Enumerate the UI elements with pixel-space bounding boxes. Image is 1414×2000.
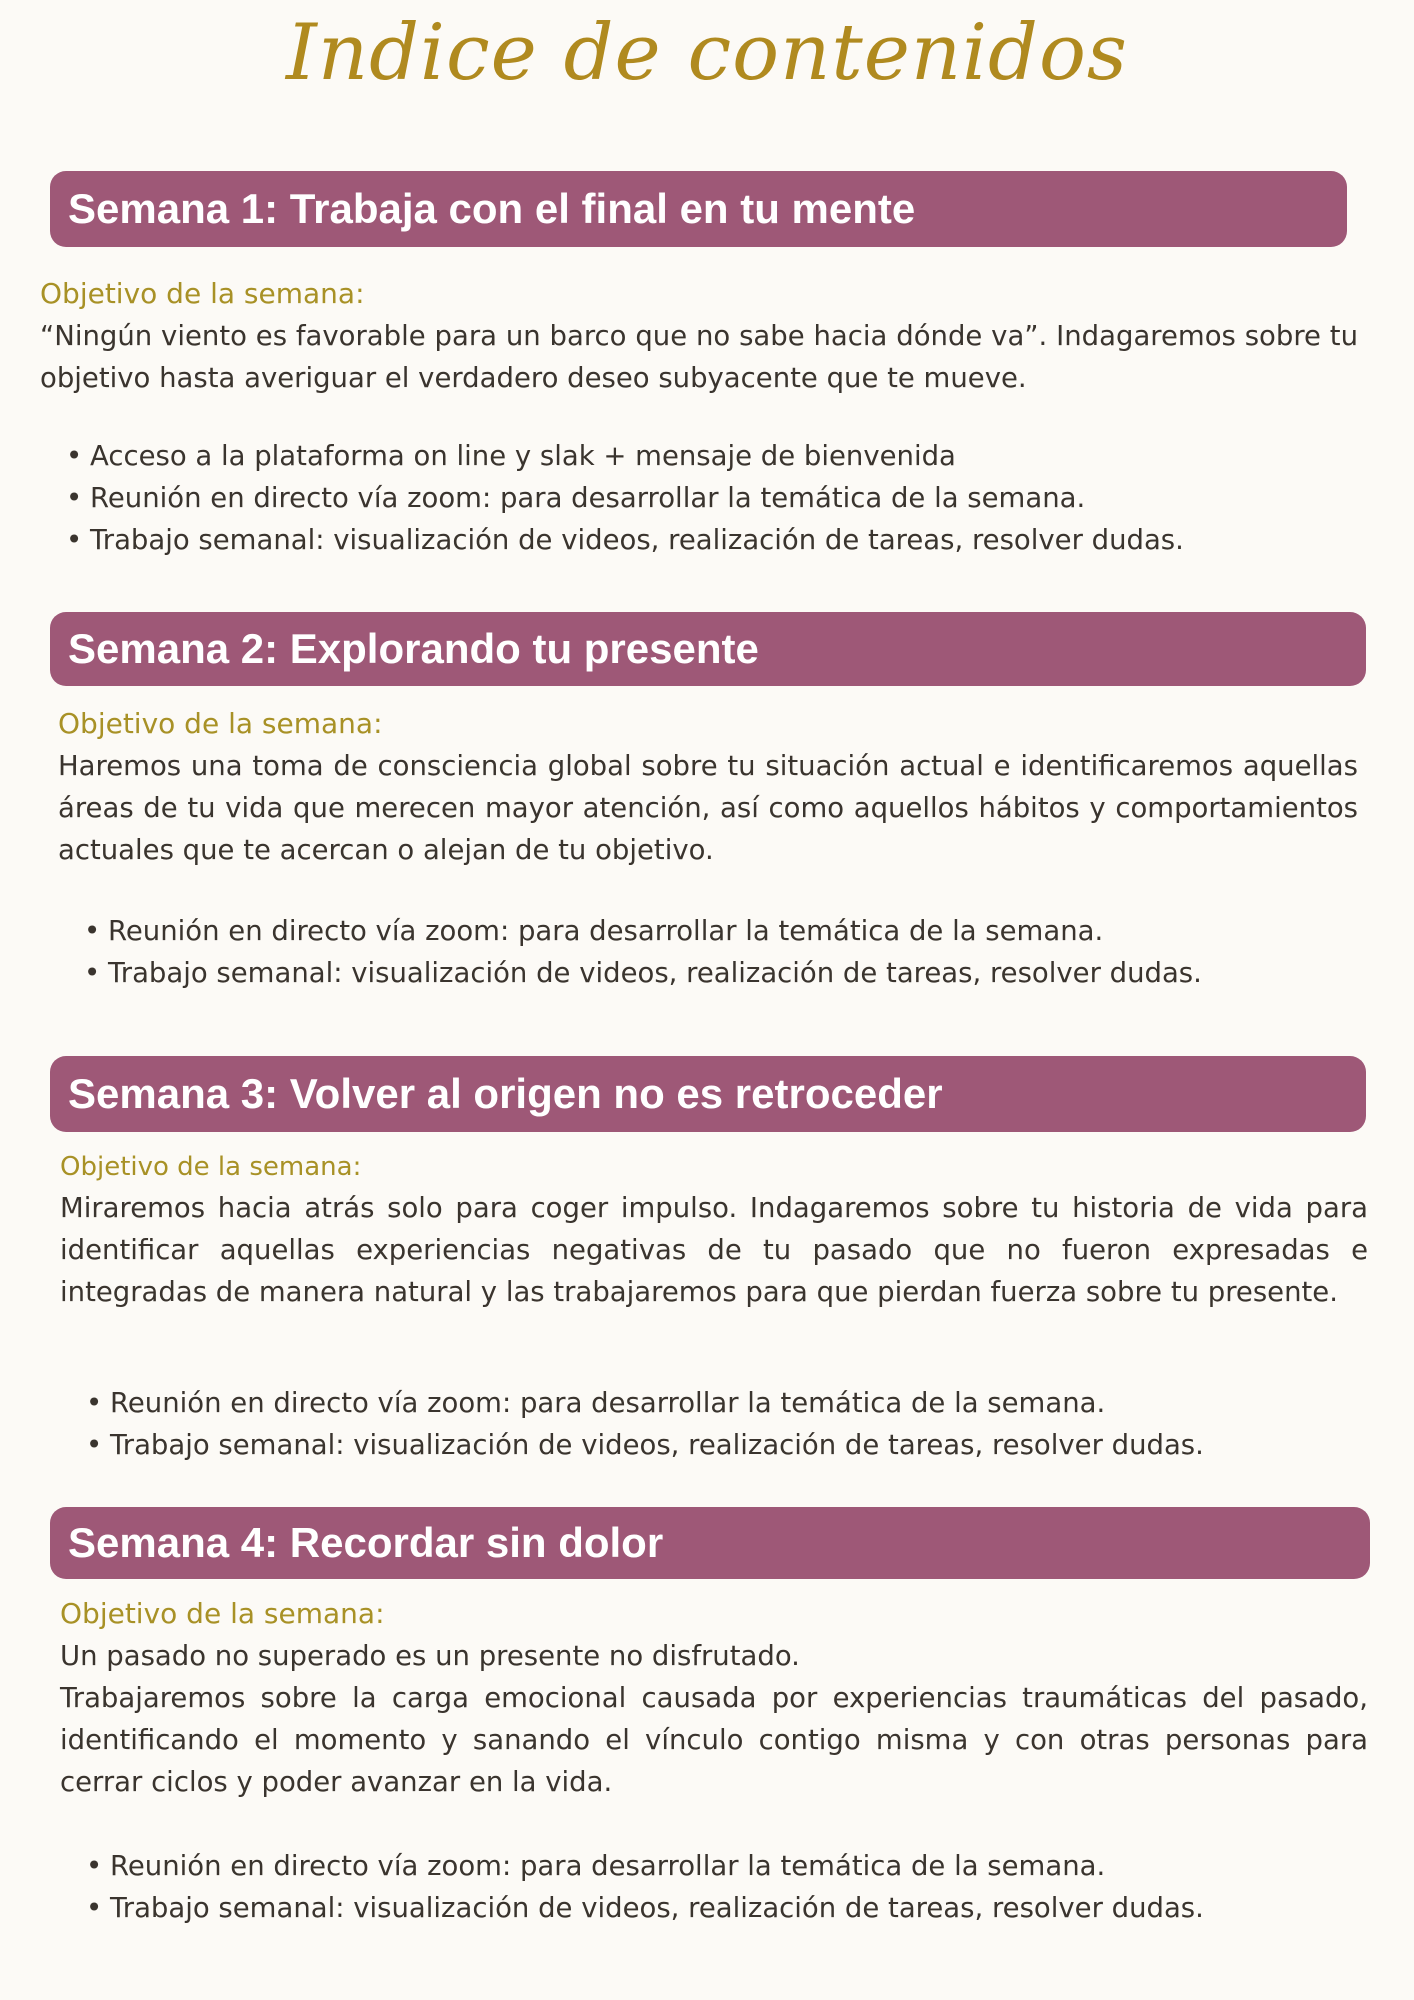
list-item: • Reunión en directo vía zoom: para desarrollar la temática de la semana. bbox=[86, 1382, 1204, 1424]
week-1-objective-text bbox=[40, 315, 1358, 399]
list-item: • Reunión en directo vía zoom: para desarrollar la temática de la semana. bbox=[66, 477, 1184, 519]
week-3-heading: Semana 3: Volver al origen no es retroceder bbox=[50, 1056, 1366, 1132]
week-4-objective-text bbox=[60, 1635, 1368, 1803]
week-3-paragraph: Miraremos hacia atrás solo para coger impulso. Indagaremos sobre tu historia de vida para identificar aquellas experiencias negativas de tu pasado que no fueron expresadas e integradas de manera natural y las trabajaremos para que pierdan fuerza sobre tu presente. bbox=[60, 1192, 1368, 1308]
week-4-heading: Semana 4: Recordar sin dolor bbox=[50, 1507, 1370, 1579]
week-1-objective-label: Objetivo de la semana: bbox=[40, 277, 365, 310]
week-4-paragraph-2: Trabajaremos sobre la carga emocional causada por experiencias traumáticas del pasado, identificando el momento y sanando el vínculo contigo misma y con otras personas para cerrar ciclos y poder avanzar en la vida. bbox=[60, 1682, 1368, 1798]
week-3-objective-label: Objetivo de la semana: bbox=[60, 1152, 362, 1182]
week-2-objective-text bbox=[58, 745, 1358, 871]
page-title: Indice de contenidos bbox=[286, 8, 1128, 98]
week-1-paragraph: “Ningún viento es favorable para un barco que no sabe hacia dónde va”. Indagaremos sobre tu objetivo hasta averiguar el verdadero deseo subyacente que te mueve. bbox=[40, 320, 1358, 394]
week-2-heading: Semana 2: Explorando tu presente bbox=[50, 612, 1366, 686]
week-3-bullet-list bbox=[86, 1382, 1204, 1466]
week-4-objective-label: Objetivo de la semana: bbox=[60, 1597, 385, 1630]
week-3-objective-text bbox=[60, 1187, 1368, 1313]
list-item: • Trabajo semanal: visualización de videos, realización de tareas, resolver dudas. bbox=[66, 519, 1184, 561]
list-item: • Trabajo semanal: visualización de videos, realización de tareas, resolver dudas. bbox=[86, 1887, 1204, 1929]
week-1-heading: Semana 1: Trabaja con el final en tu mente bbox=[50, 171, 1347, 247]
list-item: • Reunión en directo vía zoom: para desarrollar la temática de la semana. bbox=[86, 1845, 1204, 1887]
week-4-bullet-list bbox=[86, 1845, 1204, 1929]
list-item: • Trabajo semanal: visualización de videos, realización de tareas, resolver dudas. bbox=[86, 1424, 1204, 1466]
list-item: • Reunión en directo vía zoom: para desarrollar la temática de la semana. bbox=[84, 910, 1202, 952]
week-2-paragraph: Haremos una toma de consciencia global sobre tu situación actual e identificaremos aquellas áreas de tu vida que merecen mayor atención, así como aquellos hábitos y comportamientos actuales que te acercan o alejan de tu objetivo. bbox=[58, 750, 1358, 866]
list-item: • Trabajo semanal: visualización de videos, realización de tareas, resolver dudas. bbox=[84, 952, 1202, 994]
week-2-objective-label: Objetivo de la semana: bbox=[58, 707, 383, 740]
week-2-bullet-list bbox=[84, 910, 1202, 994]
week-1-bullet-list bbox=[66, 435, 1184, 561]
list-item: • Acceso a la plataforma on line y slak + mensaje de bienvenida bbox=[66, 435, 1184, 477]
week-4-paragraph-1: Un pasado no superado es un presente no disfrutado. bbox=[60, 1640, 800, 1672]
